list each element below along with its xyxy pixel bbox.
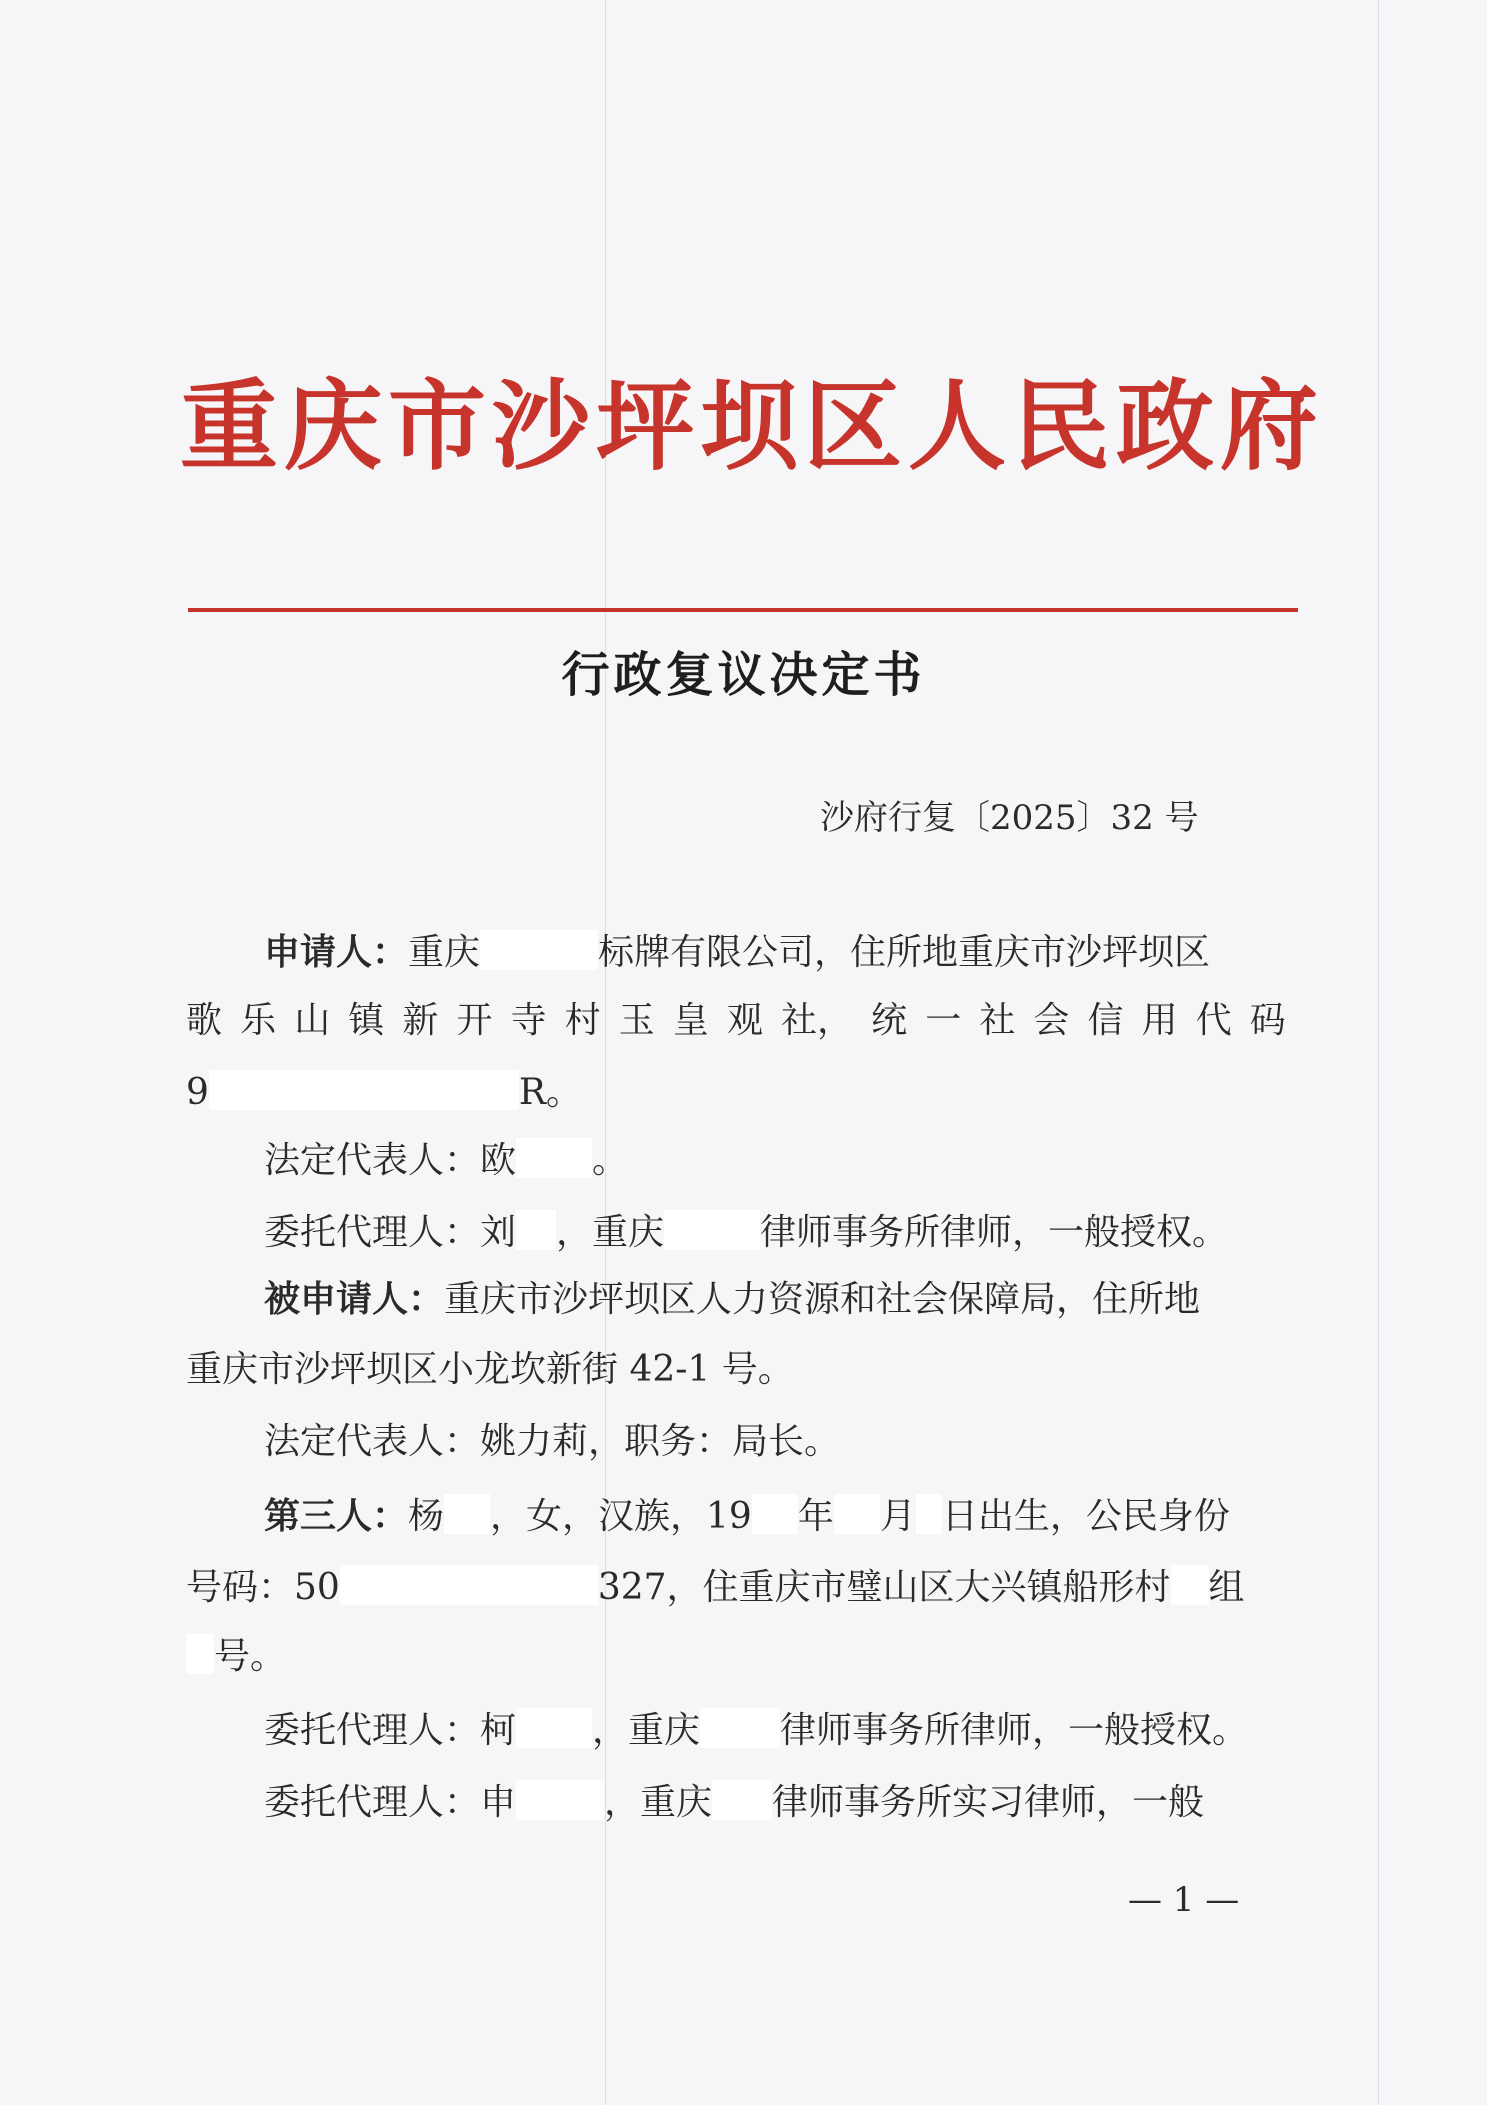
redaction bbox=[712, 1780, 772, 1820]
third-party-line-3: 号。 bbox=[186, 1634, 286, 1675]
justified-glyph: 社 bbox=[979, 1000, 1016, 1041]
justified-glyph: 开 bbox=[456, 1000, 493, 1041]
respondent-line-1: 被申请人：重庆市沙坪坝区人力资源和社会保障局，住所地 bbox=[264, 1278, 1201, 1320]
redaction bbox=[516, 1138, 592, 1178]
redaction bbox=[209, 1070, 519, 1110]
applicant-line-2 bbox=[186, 1000, 1286, 1041]
redaction bbox=[516, 1708, 592, 1748]
justified-glyph: 信 bbox=[1087, 1000, 1124, 1041]
applicant-line-1: 申请人：重庆 标牌有限公司，住所地重庆市沙坪坝区 bbox=[264, 931, 1211, 973]
redaction bbox=[916, 1494, 942, 1534]
third-party-agent-2: 委托代理人：申 ，重庆 律师事务所实习律师，一般 bbox=[264, 1782, 1205, 1823]
redaction bbox=[480, 930, 598, 970]
justified-glyph: 用 bbox=[1141, 1000, 1178, 1041]
redaction bbox=[700, 1708, 780, 1748]
applicant-agent: 委托代理人：刘 ，重庆 律师事务所律师，一般授权。 bbox=[264, 1212, 1229, 1253]
justified-glyph: 观 bbox=[726, 1000, 763, 1041]
applicant-legal-rep: 法定代表人：欧 。 bbox=[264, 1140, 629, 1181]
justified-glyph: 代 bbox=[1195, 1000, 1232, 1041]
applicant-label: 申请人： bbox=[264, 931, 409, 973]
redaction bbox=[664, 1210, 760, 1250]
justified-glyph: 皇 bbox=[672, 1000, 709, 1041]
document-number: 沙府行复〔2025〕32 号 bbox=[820, 798, 1199, 838]
redaction bbox=[444, 1494, 490, 1534]
redaction bbox=[516, 1210, 556, 1250]
scan-fold-line bbox=[1378, 0, 1379, 2105]
third-party-label: 第三人： bbox=[264, 1495, 409, 1537]
justified-glyph: 新 bbox=[402, 1000, 439, 1041]
red-header-rule bbox=[188, 608, 1298, 612]
respondent-legal-rep: 法定代表人：姚力莉，职务：局长。 bbox=[264, 1421, 841, 1462]
justified-glyph: 村 bbox=[564, 1000, 601, 1041]
page-number: — 1 — bbox=[1128, 1880, 1240, 1920]
justified-glyph: 社， bbox=[781, 1000, 854, 1041]
justified-glyph: 玉 bbox=[618, 1000, 655, 1041]
third-party-line-1: 第三人：杨 ，女，汉族，19 年 月 日出生，公民身份 bbox=[264, 1495, 1230, 1537]
respondent-label: 被申请人： bbox=[264, 1278, 445, 1320]
justified-glyph: 乐 bbox=[240, 1000, 277, 1041]
justified-glyph: 统 bbox=[871, 1000, 908, 1041]
third-party-line-2: 号码：50 327，住重庆市璧山区大兴镇船形村 组 bbox=[186, 1567, 1245, 1608]
justified-glyph: 寺 bbox=[510, 1000, 547, 1041]
document-title: 行政复议决定书 bbox=[561, 647, 926, 703]
respondent-line-2: 重庆市沙坪坝区小龙坎新街 42-1 号。 bbox=[186, 1349, 794, 1390]
justified-glyph: 镇 bbox=[348, 1000, 385, 1041]
justified-glyph: 歌 bbox=[186, 1000, 223, 1041]
redaction bbox=[752, 1494, 798, 1534]
redaction bbox=[834, 1494, 880, 1534]
justified-glyph: 一 bbox=[925, 1000, 962, 1041]
redaction bbox=[516, 1780, 604, 1820]
justified-glyph: 码 bbox=[1249, 1000, 1286, 1041]
justified-glyph: 山 bbox=[294, 1000, 331, 1041]
applicant-line-3: 9 R。 bbox=[186, 1072, 583, 1113]
third-party-agent-1: 委托代理人：柯 ，重庆 律师事务所律师，一般授权。 bbox=[264, 1710, 1249, 1751]
redaction bbox=[340, 1565, 598, 1605]
redaction bbox=[1171, 1565, 1209, 1605]
justified-glyph: 会 bbox=[1033, 1000, 1070, 1041]
issuer-header: 重庆市沙坪坝区人民政府 bbox=[180, 369, 1325, 484]
redaction bbox=[186, 1634, 214, 1674]
